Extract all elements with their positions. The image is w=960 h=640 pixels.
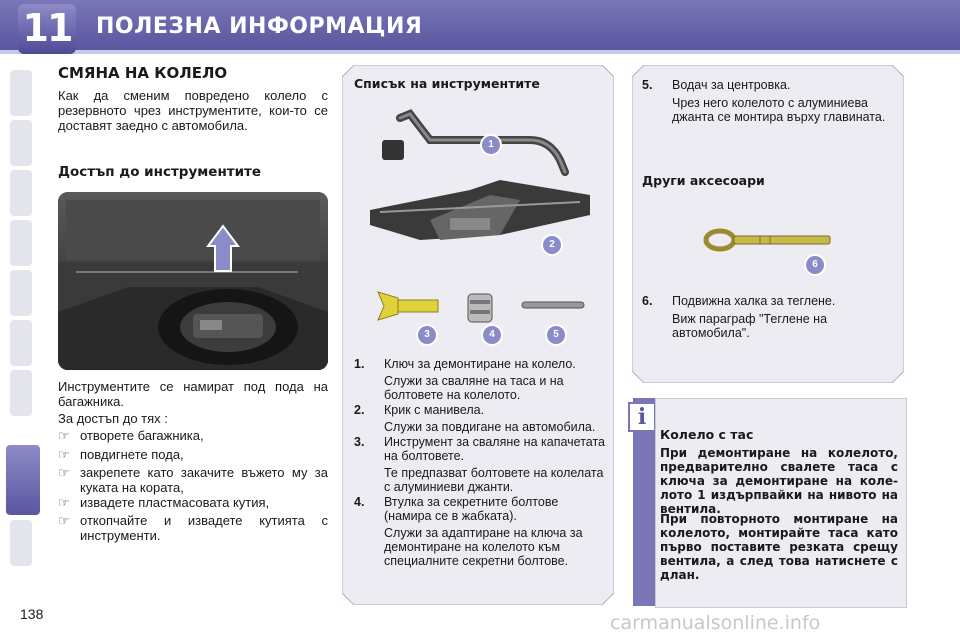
item-name: Водач за центровка. (672, 78, 791, 92)
access-text: За достъп до тях : (58, 411, 168, 426)
chapter-tab[interactable] (10, 70, 32, 116)
info-para-2 (660, 512, 898, 582)
page-number: 138 (20, 606, 44, 622)
chapter-tab[interactable] (10, 320, 32, 366)
car-jack-icon (370, 180, 590, 240)
item-number: 2. (354, 403, 365, 417)
list-item (354, 357, 606, 402)
chapter-tab[interactable] (10, 120, 32, 166)
hand-pointer-icon: ☞ (58, 428, 70, 443)
item-desc: Чрез него колелото с алуминиева джанта се монтира върху главината. (672, 96, 886, 124)
item-name: Втулка за секретните болтове (намира се в жабката). (384, 495, 559, 523)
item-desc: Служи за адаптиране на ключа за демонтиране на колелото към специалните секретни болтове. (384, 526, 583, 568)
item-number: 5. (642, 78, 653, 92)
step-text: закрепете като закачите въжето му за куката на кората, (80, 465, 328, 495)
item-name: Инструмент за сваляне на капачетата на болтовете. (384, 435, 605, 463)
other-accessories-title: Други аксесоари (642, 173, 765, 188)
callout-6: 6 (804, 254, 826, 276)
antitheft-socket-icon (468, 294, 492, 322)
item-number: 6. (642, 294, 653, 308)
list-item (354, 495, 606, 568)
info-icon: i (628, 402, 656, 432)
chapter-tab[interactable] (10, 270, 32, 316)
hand-pointer-icon: ☞ (58, 495, 70, 510)
step-text: повдигнете пода, (80, 447, 184, 462)
page-title: ПОЛЕЗНА ИНФОРМАЦИЯ (96, 14, 423, 39)
header-underline (0, 50, 960, 54)
item-6 (642, 294, 892, 340)
item-name: Ключ за демонтиране на колело. (384, 357, 576, 371)
cap-remover-icon (378, 292, 438, 320)
list-item (58, 428, 328, 443)
centering-guide-icon (522, 302, 584, 308)
tool-list (354, 357, 606, 568)
chapter-tab[interactable] (10, 520, 32, 566)
item-name: Подвижна халка за теглене. (672, 294, 836, 308)
item-desc: Те предпазват болтовете на колелата с алуминиеви джанти. (384, 466, 604, 494)
item-desc: Служи за сваляне на таса и на болтовете на колелото. (384, 374, 564, 402)
list-item (58, 513, 328, 543)
watermark: carmanualsonline.info (610, 612, 821, 634)
chapter-tab[interactable] (10, 370, 32, 416)
list-item (58, 465, 328, 495)
chapter-tab[interactable] (10, 220, 32, 266)
item-number: 1. (354, 357, 365, 371)
item-desc: Виж параграф "Теглене на автомобила". (672, 312, 828, 340)
item-5 (642, 78, 892, 124)
location-text: Инструментите се намират под пода на багажника. (58, 379, 328, 409)
list-item (58, 495, 328, 510)
chapter-tab-active[interactable] (6, 445, 40, 515)
hand-pointer-icon: ☞ (58, 513, 70, 528)
step-text: откопчайте и извадете кутията с инструменти. (80, 513, 328, 543)
trunk-photo (58, 192, 328, 370)
callout-5: 5 (545, 324, 567, 346)
callout-3: 3 (416, 324, 438, 346)
list-item (58, 447, 328, 462)
chapter-tab[interactable] (10, 170, 32, 216)
info-para-2-lead: При повторното монтиране на колелото, (660, 512, 898, 540)
list-item (354, 403, 606, 434)
tools-illustration (350, 100, 610, 340)
intro-text: Как да сменим повредено колело с резервното чрез инструментите, кои-то се доставят заедно с автомобила. (58, 88, 328, 133)
hand-pointer-icon: ☞ (58, 465, 70, 480)
item-number: 3. (354, 435, 365, 449)
step-text: извадете пластмасовата кутия, (80, 495, 270, 510)
callout-2: 2 (541, 234, 563, 256)
item-number: 4. (354, 495, 365, 509)
access-title: Достъп до инструментите (58, 164, 262, 180)
section-title: СМЯНА НА КОЛЕЛО (58, 64, 228, 82)
item-name: Крик с манивела. (384, 403, 485, 417)
tools-title: Списък на инструментите (354, 76, 540, 91)
wheel-wrench-icon (382, 114, 565, 172)
info-title: Колело с тас (660, 427, 754, 442)
hand-pointer-icon: ☞ (58, 447, 70, 462)
callout-1: 1 (480, 134, 502, 156)
chapter-number: 11 (22, 6, 72, 50)
info-para-2-rest: монтирайте таса като първо поставите резката срещу вентила, а след това натиснете с длан. (660, 526, 898, 582)
callout-4: 4 (481, 324, 503, 346)
step-text: отворете багажника, (80, 428, 204, 443)
info-para-1: При демонтиране на колелото, предварително свалете таса с ключа за демонтиране на коле-лото 1 издърпвайки на нивото на вентила. (660, 446, 898, 516)
list-item (354, 435, 606, 494)
item-desc: Служи за повдигане на автомобила. (384, 420, 596, 434)
